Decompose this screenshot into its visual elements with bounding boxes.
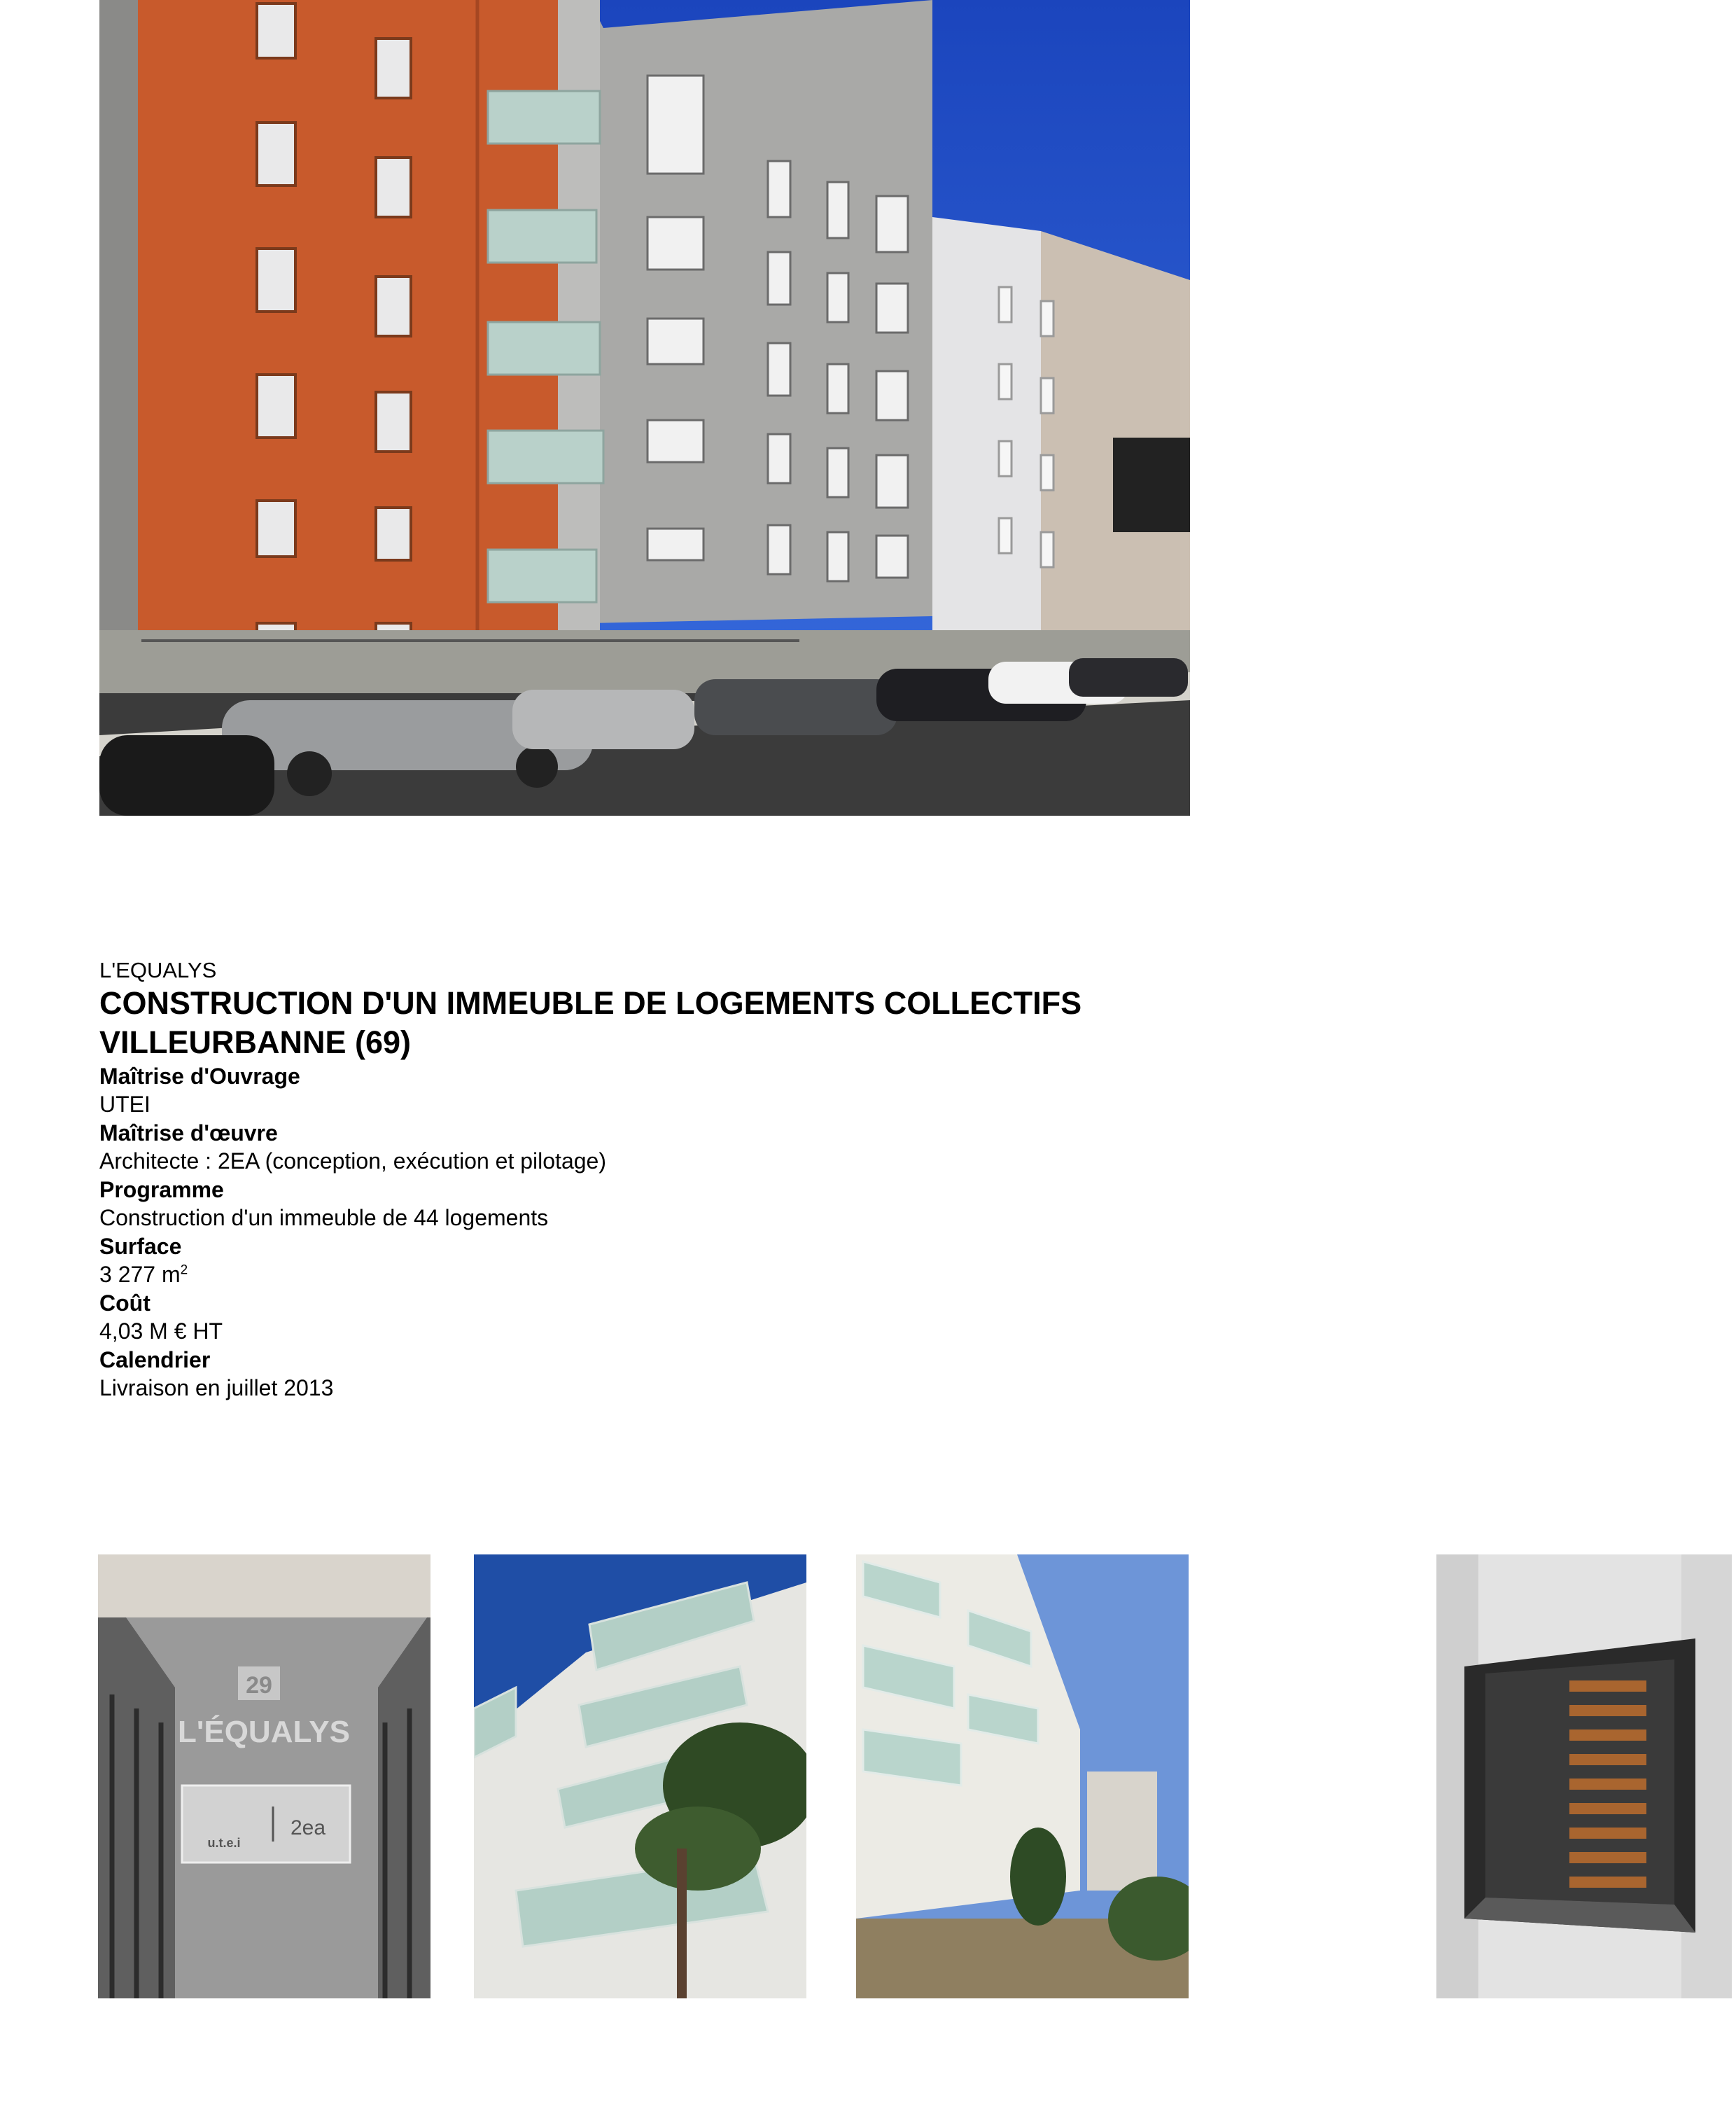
- interior-niche-photo: [1436, 1554, 1732, 1998]
- balconies-photo: [474, 1554, 806, 1998]
- sign-name: L'ÉQUALYS: [178, 1715, 350, 1749]
- project-title-line1: CONSTRUCTION D'UN IMMEUBLE DE LOGEMENTS COLLECTIFS: [99, 985, 1082, 1021]
- project-name: L'EQUALYS: [99, 958, 217, 982]
- maitrise-ouvrage-value: UTEI: [99, 1092, 150, 1117]
- surface-label: Surface: [99, 1234, 182, 1259]
- surface-value: [99, 1260, 1289, 1289]
- programme-value: Construction d'un immeuble de 44 logements: [99, 1205, 549, 1230]
- maitrise-oeuvre-label: Maîtrise d'œuvre: [99, 1120, 278, 1146]
- hero-building-photo: [99, 0, 1190, 816]
- entrance-sign-photo: [98, 1554, 430, 1998]
- cout-label: Coût: [99, 1290, 150, 1316]
- project-info: [99, 957, 1289, 1402]
- maitrise-ouvrage-label: Maîtrise d'Ouvrage: [99, 1064, 300, 1089]
- project-title-line2: VILLEURBANNE (69): [99, 1024, 412, 1060]
- facade-sun-photo: [856, 1554, 1189, 1998]
- programme-label: Programme: [99, 1177, 224, 1202]
- sign-number: 29: [246, 1672, 272, 1699]
- sign-logo-utei: u.t.e.i: [207, 1836, 241, 1850]
- calendrier-value: Livraison en juillet 2013: [99, 1375, 334, 1400]
- surface-number: 3 277 m: [99, 1262, 181, 1287]
- maitrise-oeuvre-value: Architecte : 2EA (conception, exécution et pilotage): [99, 1148, 606, 1174]
- sign-logo-2ea: 2ea: [290, 1816, 326, 1839]
- cout-value: 4,03 M € HT: [99, 1318, 223, 1344]
- surface-exponent: 2: [180, 1262, 188, 1278]
- calendrier-label: Calendrier: [99, 1347, 211, 1372]
